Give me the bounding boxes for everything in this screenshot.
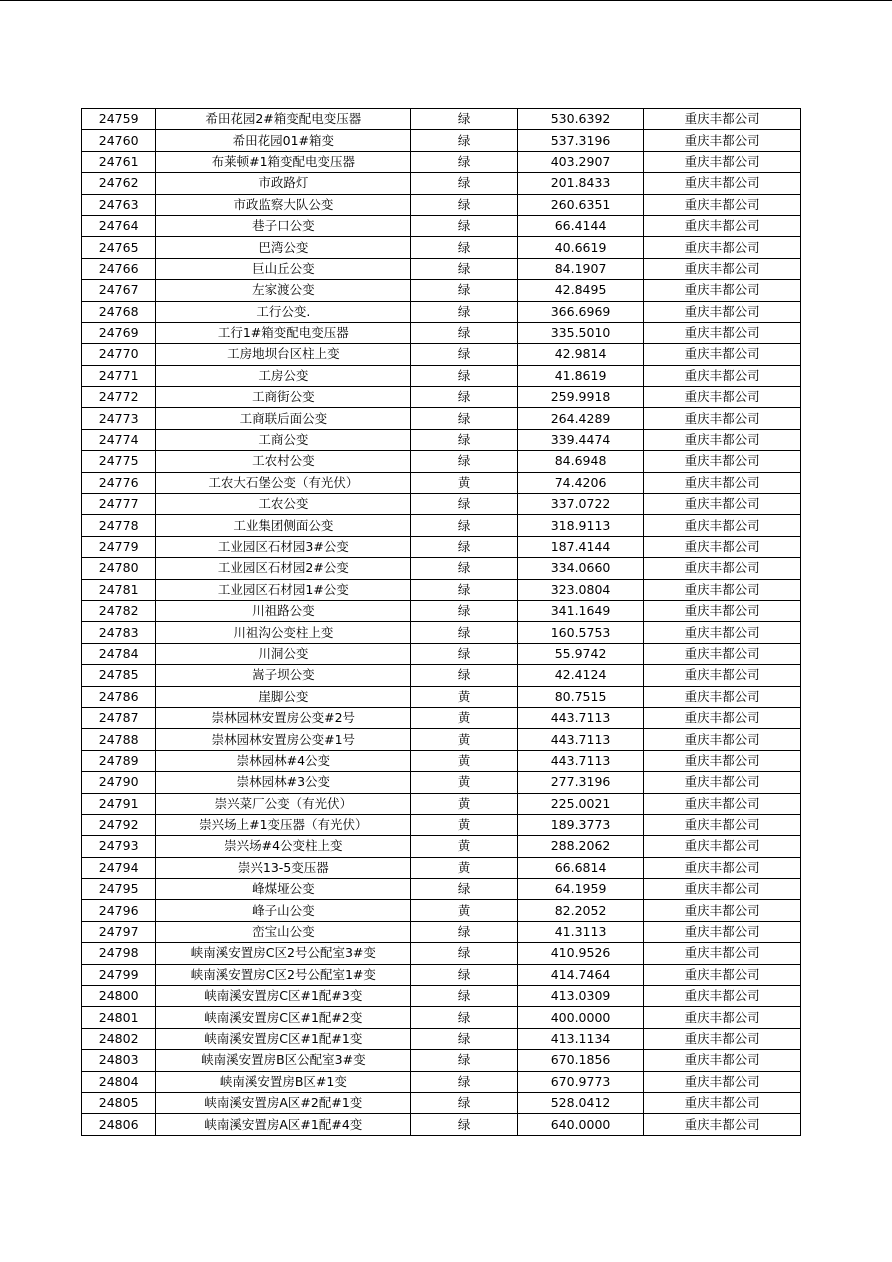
row-id-cell: 24791: [82, 793, 156, 814]
status-color-cell: 绿: [411, 109, 517, 130]
status-color-cell: 绿: [411, 451, 517, 472]
value-cell: 42.4124: [517, 665, 644, 686]
company-cell: 重庆丰都公司: [644, 900, 801, 921]
company-cell: 重庆丰都公司: [644, 750, 801, 771]
transformer-name-cell: 工行1#箱变配电变压器: [156, 322, 411, 343]
value-cell: 84.1907: [517, 258, 644, 279]
row-id-cell: 24793: [82, 836, 156, 857]
company-cell: 重庆丰都公司: [644, 686, 801, 707]
transformer-name-cell: 工商街公变: [156, 387, 411, 408]
row-id-cell: 24771: [82, 365, 156, 386]
status-color-cell: 黄: [411, 814, 517, 835]
table-row: [82, 301, 801, 322]
transformer-name-cell: 崇兴13-5变压器: [156, 857, 411, 878]
row-id-cell: 24786: [82, 686, 156, 707]
transformer-name-cell: 工农大石堡公变（有光伏）: [156, 472, 411, 493]
status-color-cell: 绿: [411, 173, 517, 194]
value-cell: 40.6619: [517, 237, 644, 258]
transformer-name-cell: 崇兴场上#1变压器（有光伏）: [156, 814, 411, 835]
status-color-cell: 绿: [411, 1071, 517, 1092]
row-id-cell: 24799: [82, 964, 156, 985]
row-id-cell: 24779: [82, 536, 156, 557]
row-id-cell: 24773: [82, 408, 156, 429]
status-color-cell: 绿: [411, 408, 517, 429]
status-color-cell: 绿: [411, 1007, 517, 1028]
transformer-name-cell: 嵩子坝公变: [156, 665, 411, 686]
transformer-name-cell: 崇林园林#3公变: [156, 772, 411, 793]
status-color-cell: 绿: [411, 130, 517, 151]
company-cell: 重庆丰都公司: [644, 1114, 801, 1135]
company-cell: 重庆丰都公司: [644, 943, 801, 964]
value-cell: 64.1959: [517, 879, 644, 900]
row-id-cell: 24767: [82, 280, 156, 301]
row-id-cell: 24782: [82, 600, 156, 621]
row-id-cell: 24801: [82, 1007, 156, 1028]
row-id-cell: 24780: [82, 558, 156, 579]
status-color-cell: 绿: [411, 322, 517, 343]
transformer-name-cell: 市政监察大队公变: [156, 194, 411, 215]
company-cell: 重庆丰都公司: [644, 429, 801, 450]
row-id-cell: 24796: [82, 900, 156, 921]
transformer-name-cell: 峰煤垭公变: [156, 879, 411, 900]
value-cell: 80.7515: [517, 686, 644, 707]
table-row: [82, 665, 801, 686]
table-row: [82, 558, 801, 579]
transformer-name-cell: 希田花园01#箱变: [156, 130, 411, 151]
value-cell: 410.9526: [517, 943, 644, 964]
status-color-cell: 绿: [411, 1114, 517, 1135]
status-color-cell: 黄: [411, 772, 517, 793]
row-id-cell: 24763: [82, 194, 156, 215]
company-cell: 重庆丰都公司: [644, 707, 801, 728]
company-cell: 重庆丰都公司: [644, 515, 801, 536]
row-id-cell: 24795: [82, 879, 156, 900]
table-row: [82, 964, 801, 985]
transformer-name-cell: 峡南溪安置房C区2号公配室1#变: [156, 964, 411, 985]
company-cell: 重庆丰都公司: [644, 986, 801, 1007]
transformer-name-cell: 峡南溪安置房C区#1配#1变: [156, 1028, 411, 1049]
value-cell: 55.9742: [517, 643, 644, 664]
company-cell: 重庆丰都公司: [644, 365, 801, 386]
page-top-border: [0, 0, 892, 1]
value-cell: 41.3113: [517, 921, 644, 942]
transformer-name-cell: 市政路灯: [156, 173, 411, 194]
value-cell: 640.0000: [517, 1114, 644, 1135]
company-cell: 重庆丰都公司: [644, 151, 801, 172]
status-color-cell: 黄: [411, 729, 517, 750]
value-cell: 187.4144: [517, 536, 644, 557]
table-row: [82, 729, 801, 750]
status-color-cell: 绿: [411, 1028, 517, 1049]
row-id-cell: 24781: [82, 579, 156, 600]
transformer-name-cell: 崇兴场#4公变柱上变: [156, 836, 411, 857]
table-row: [82, 750, 801, 771]
status-color-cell: 绿: [411, 665, 517, 686]
row-id-cell: 24792: [82, 814, 156, 835]
table-row: [82, 579, 801, 600]
status-color-cell: 绿: [411, 494, 517, 515]
transformer-name-cell: 工农公变: [156, 494, 411, 515]
company-cell: 重庆丰都公司: [644, 1007, 801, 1028]
status-color-cell: 绿: [411, 280, 517, 301]
value-cell: 82.2052: [517, 900, 644, 921]
value-cell: 530.6392: [517, 109, 644, 130]
row-id-cell: 24761: [82, 151, 156, 172]
value-cell: 74.4206: [517, 472, 644, 493]
table-row: [82, 109, 801, 130]
table-row: [82, 194, 801, 215]
table-row: [82, 258, 801, 279]
row-id-cell: 24800: [82, 986, 156, 1007]
transformer-name-cell: 工行公变.: [156, 301, 411, 322]
value-cell: 189.3773: [517, 814, 644, 835]
transformer-name-cell: 巴湾公变: [156, 237, 411, 258]
table-row: [82, 472, 801, 493]
status-color-cell: 黄: [411, 857, 517, 878]
status-color-cell: 黄: [411, 793, 517, 814]
transformer-name-cell: 崇林园林#4公变: [156, 750, 411, 771]
value-cell: 403.2907: [517, 151, 644, 172]
row-id-cell: 24772: [82, 387, 156, 408]
table-row: [82, 344, 801, 365]
table-row: [82, 536, 801, 557]
company-cell: 重庆丰都公司: [644, 729, 801, 750]
table-body: [82, 109, 801, 1136]
transformer-name-cell: 峰子山公变: [156, 900, 411, 921]
status-color-cell: 绿: [411, 215, 517, 236]
value-cell: 414.7464: [517, 964, 644, 985]
table-row: [82, 772, 801, 793]
status-color-cell: 黄: [411, 836, 517, 857]
status-color-cell: 绿: [411, 194, 517, 215]
company-cell: 重庆丰都公司: [644, 558, 801, 579]
transformer-name-cell: 工商联后面公变: [156, 408, 411, 429]
status-color-cell: 绿: [411, 879, 517, 900]
transformer-name-cell: 峡南溪安置房A区#1配#4变: [156, 1114, 411, 1135]
table-row: [82, 900, 801, 921]
table-row: [82, 130, 801, 151]
table-row: [82, 707, 801, 728]
row-id-cell: 24802: [82, 1028, 156, 1049]
table-row: [82, 1050, 801, 1071]
company-cell: 重庆丰都公司: [644, 301, 801, 322]
transformer-name-cell: 崖脚公变: [156, 686, 411, 707]
table-row: [82, 215, 801, 236]
transformer-name-cell: 崇兴菜厂公变（有光伏）: [156, 793, 411, 814]
value-cell: 66.4144: [517, 215, 644, 236]
status-color-cell: 绿: [411, 622, 517, 643]
row-id-cell: 24778: [82, 515, 156, 536]
row-id-cell: 24789: [82, 750, 156, 771]
status-color-cell: 黄: [411, 472, 517, 493]
company-cell: 重庆丰都公司: [644, 857, 801, 878]
row-id-cell: 24783: [82, 622, 156, 643]
value-cell: 66.6814: [517, 857, 644, 878]
value-cell: 225.0021: [517, 793, 644, 814]
company-cell: 重庆丰都公司: [644, 215, 801, 236]
transformer-table: [81, 108, 801, 1136]
transformer-name-cell: 峡南溪安置房C区#1配#2变: [156, 1007, 411, 1028]
table-row: [82, 836, 801, 857]
company-cell: 重庆丰都公司: [644, 579, 801, 600]
company-cell: 重庆丰都公司: [644, 408, 801, 429]
value-cell: 42.8495: [517, 280, 644, 301]
row-id-cell: 24784: [82, 643, 156, 664]
row-id-cell: 24766: [82, 258, 156, 279]
row-id-cell: 24769: [82, 322, 156, 343]
table-row: [82, 451, 801, 472]
company-cell: 重庆丰都公司: [644, 772, 801, 793]
row-id-cell: 24768: [82, 301, 156, 322]
table-row: [82, 494, 801, 515]
transformer-name-cell: 工农村公变: [156, 451, 411, 472]
row-id-cell: 24774: [82, 429, 156, 450]
company-cell: 重庆丰都公司: [644, 451, 801, 472]
status-color-cell: 绿: [411, 1050, 517, 1071]
status-color-cell: 绿: [411, 515, 517, 536]
company-cell: 重庆丰都公司: [644, 643, 801, 664]
row-id-cell: 24777: [82, 494, 156, 515]
company-cell: 重庆丰都公司: [644, 344, 801, 365]
company-cell: 重庆丰都公司: [644, 921, 801, 942]
table-row: [82, 1071, 801, 1092]
transformer-name-cell: 峡南溪安置房B区公配室3#变: [156, 1050, 411, 1071]
row-id-cell: 24770: [82, 344, 156, 365]
status-color-cell: 绿: [411, 600, 517, 621]
transformer-name-cell: 工业园区石材园3#公变: [156, 536, 411, 557]
value-cell: 443.7113: [517, 729, 644, 750]
table-row: [82, 643, 801, 664]
status-color-cell: 绿: [411, 387, 517, 408]
transformer-name-cell: 布莱顿#1箱变配电变压器: [156, 151, 411, 172]
value-cell: 341.1649: [517, 600, 644, 621]
company-cell: 重庆丰都公司: [644, 258, 801, 279]
row-id-cell: 24765: [82, 237, 156, 258]
table-row: [82, 173, 801, 194]
transformer-name-cell: 峡南溪安置房C区2号公配室3#变: [156, 943, 411, 964]
value-cell: 413.1134: [517, 1028, 644, 1049]
table-row: [82, 151, 801, 172]
status-color-cell: 绿: [411, 1092, 517, 1113]
row-id-cell: 24806: [82, 1114, 156, 1135]
transformer-name-cell: 工商公变: [156, 429, 411, 450]
company-cell: 重庆丰都公司: [644, 322, 801, 343]
transformer-name-cell: 川祖沟公变柱上变: [156, 622, 411, 643]
transformer-name-cell: 峡南溪安置房C区#1配#3变: [156, 986, 411, 1007]
row-id-cell: 24785: [82, 665, 156, 686]
status-color-cell: 绿: [411, 536, 517, 557]
value-cell: 443.7113: [517, 750, 644, 771]
table-row: [82, 280, 801, 301]
company-cell: 重庆丰都公司: [644, 879, 801, 900]
value-cell: 201.8433: [517, 173, 644, 194]
row-id-cell: 24775: [82, 451, 156, 472]
table-row: [82, 365, 801, 386]
transformer-name-cell: 工业集团侧面公变: [156, 515, 411, 536]
value-cell: 400.0000: [517, 1007, 644, 1028]
value-cell: 528.0412: [517, 1092, 644, 1113]
row-id-cell: 24804: [82, 1071, 156, 1092]
company-cell: 重庆丰都公司: [644, 793, 801, 814]
value-cell: 42.9814: [517, 344, 644, 365]
transformer-name-cell: 峡南溪安置房B区#1变: [156, 1071, 411, 1092]
value-cell: 41.8619: [517, 365, 644, 386]
row-id-cell: 24759: [82, 109, 156, 130]
transformer-name-cell: 峦宝山公变: [156, 921, 411, 942]
table-row: [82, 986, 801, 1007]
value-cell: 335.5010: [517, 322, 644, 343]
value-cell: 277.3196: [517, 772, 644, 793]
row-id-cell: 24805: [82, 1092, 156, 1113]
status-color-cell: 绿: [411, 558, 517, 579]
value-cell: 334.0660: [517, 558, 644, 579]
company-cell: 重庆丰都公司: [644, 237, 801, 258]
row-id-cell: 24797: [82, 921, 156, 942]
status-color-cell: 绿: [411, 365, 517, 386]
row-id-cell: 24803: [82, 1050, 156, 1071]
value-cell: 337.0722: [517, 494, 644, 515]
table-row: [82, 322, 801, 343]
status-color-cell: 绿: [411, 986, 517, 1007]
table-row: [82, 857, 801, 878]
status-color-cell: 绿: [411, 429, 517, 450]
company-cell: 重庆丰都公司: [644, 494, 801, 515]
company-cell: 重庆丰都公司: [644, 536, 801, 557]
company-cell: 重庆丰都公司: [644, 836, 801, 857]
company-cell: 重庆丰都公司: [644, 1092, 801, 1113]
company-cell: 重庆丰都公司: [644, 387, 801, 408]
table-row: [82, 943, 801, 964]
row-id-cell: 24794: [82, 857, 156, 878]
company-cell: 重庆丰都公司: [644, 600, 801, 621]
status-color-cell: 黄: [411, 750, 517, 771]
company-cell: 重庆丰都公司: [644, 130, 801, 151]
table-row: [82, 515, 801, 536]
table-row: [82, 1092, 801, 1113]
row-id-cell: 24787: [82, 707, 156, 728]
transformer-name-cell: 峡南溪安置房A区#2配#1变: [156, 1092, 411, 1113]
table-row: [82, 387, 801, 408]
transformer-name-cell: 工房地坝台区柱上变: [156, 344, 411, 365]
value-cell: 160.5753: [517, 622, 644, 643]
value-cell: 670.1856: [517, 1050, 644, 1071]
table-row: [82, 1028, 801, 1049]
row-id-cell: 24764: [82, 215, 156, 236]
row-id-cell: 24798: [82, 943, 156, 964]
row-id-cell: 24760: [82, 130, 156, 151]
company-cell: 重庆丰都公司: [644, 814, 801, 835]
value-cell: 323.0804: [517, 579, 644, 600]
company-cell: 重庆丰都公司: [644, 964, 801, 985]
table-row: [82, 1007, 801, 1028]
company-cell: 重庆丰都公司: [644, 194, 801, 215]
table-row: [82, 814, 801, 835]
value-cell: 318.9113: [517, 515, 644, 536]
status-color-cell: 绿: [411, 579, 517, 600]
transformer-name-cell: 左家渡公变: [156, 280, 411, 301]
table-row: [82, 1114, 801, 1135]
transformer-name-cell: 希田花园2#箱变配电变压器: [156, 109, 411, 130]
company-cell: 重庆丰都公司: [644, 109, 801, 130]
table-row: [82, 622, 801, 643]
company-cell: 重庆丰都公司: [644, 280, 801, 301]
transformer-name-cell: 川祖路公变: [156, 600, 411, 621]
company-cell: 重庆丰都公司: [644, 622, 801, 643]
table-row: [82, 429, 801, 450]
company-cell: 重庆丰都公司: [644, 1028, 801, 1049]
transformer-name-cell: 川洞公变: [156, 643, 411, 664]
row-id-cell: 24776: [82, 472, 156, 493]
company-cell: 重庆丰都公司: [644, 173, 801, 194]
company-cell: 重庆丰都公司: [644, 1050, 801, 1071]
status-color-cell: 绿: [411, 943, 517, 964]
table-row: [82, 793, 801, 814]
value-cell: 670.9773: [517, 1071, 644, 1092]
table-row: [82, 879, 801, 900]
value-cell: 443.7113: [517, 707, 644, 728]
row-id-cell: 24790: [82, 772, 156, 793]
table-row: [82, 921, 801, 942]
table-row: [82, 686, 801, 707]
value-cell: 84.6948: [517, 451, 644, 472]
value-cell: 259.9918: [517, 387, 644, 408]
table-row: [82, 408, 801, 429]
status-color-cell: 绿: [411, 344, 517, 365]
status-color-cell: 绿: [411, 301, 517, 322]
transformer-name-cell: 工业园区石材园1#公变: [156, 579, 411, 600]
status-color-cell: 绿: [411, 643, 517, 664]
transformer-name-cell: 巷子口公变: [156, 215, 411, 236]
table-row: [82, 600, 801, 621]
transformer-name-cell: 巨山丘公变: [156, 258, 411, 279]
company-cell: 重庆丰都公司: [644, 472, 801, 493]
status-color-cell: 绿: [411, 151, 517, 172]
value-cell: 264.4289: [517, 408, 644, 429]
table-row: [82, 237, 801, 258]
value-cell: 537.3196: [517, 130, 644, 151]
value-cell: 339.4474: [517, 429, 644, 450]
status-color-cell: 绿: [411, 237, 517, 258]
transformer-name-cell: 崇林园林安置房公变#2号: [156, 707, 411, 728]
row-id-cell: 24788: [82, 729, 156, 750]
value-cell: 366.6969: [517, 301, 644, 322]
transformer-name-cell: 工业园区石材园2#公变: [156, 558, 411, 579]
status-color-cell: 绿: [411, 921, 517, 942]
transformer-name-cell: 工房公变: [156, 365, 411, 386]
value-cell: 413.0309: [517, 986, 644, 1007]
row-id-cell: 24762: [82, 173, 156, 194]
transformer-name-cell: 崇林园林安置房公变#1号: [156, 729, 411, 750]
status-color-cell: 黄: [411, 900, 517, 921]
value-cell: 288.2062: [517, 836, 644, 857]
value-cell: 260.6351: [517, 194, 644, 215]
status-color-cell: 黄: [411, 686, 517, 707]
status-color-cell: 绿: [411, 258, 517, 279]
company-cell: 重庆丰都公司: [644, 665, 801, 686]
company-cell: 重庆丰都公司: [644, 1071, 801, 1092]
status-color-cell: 绿: [411, 964, 517, 985]
status-color-cell: 黄: [411, 707, 517, 728]
